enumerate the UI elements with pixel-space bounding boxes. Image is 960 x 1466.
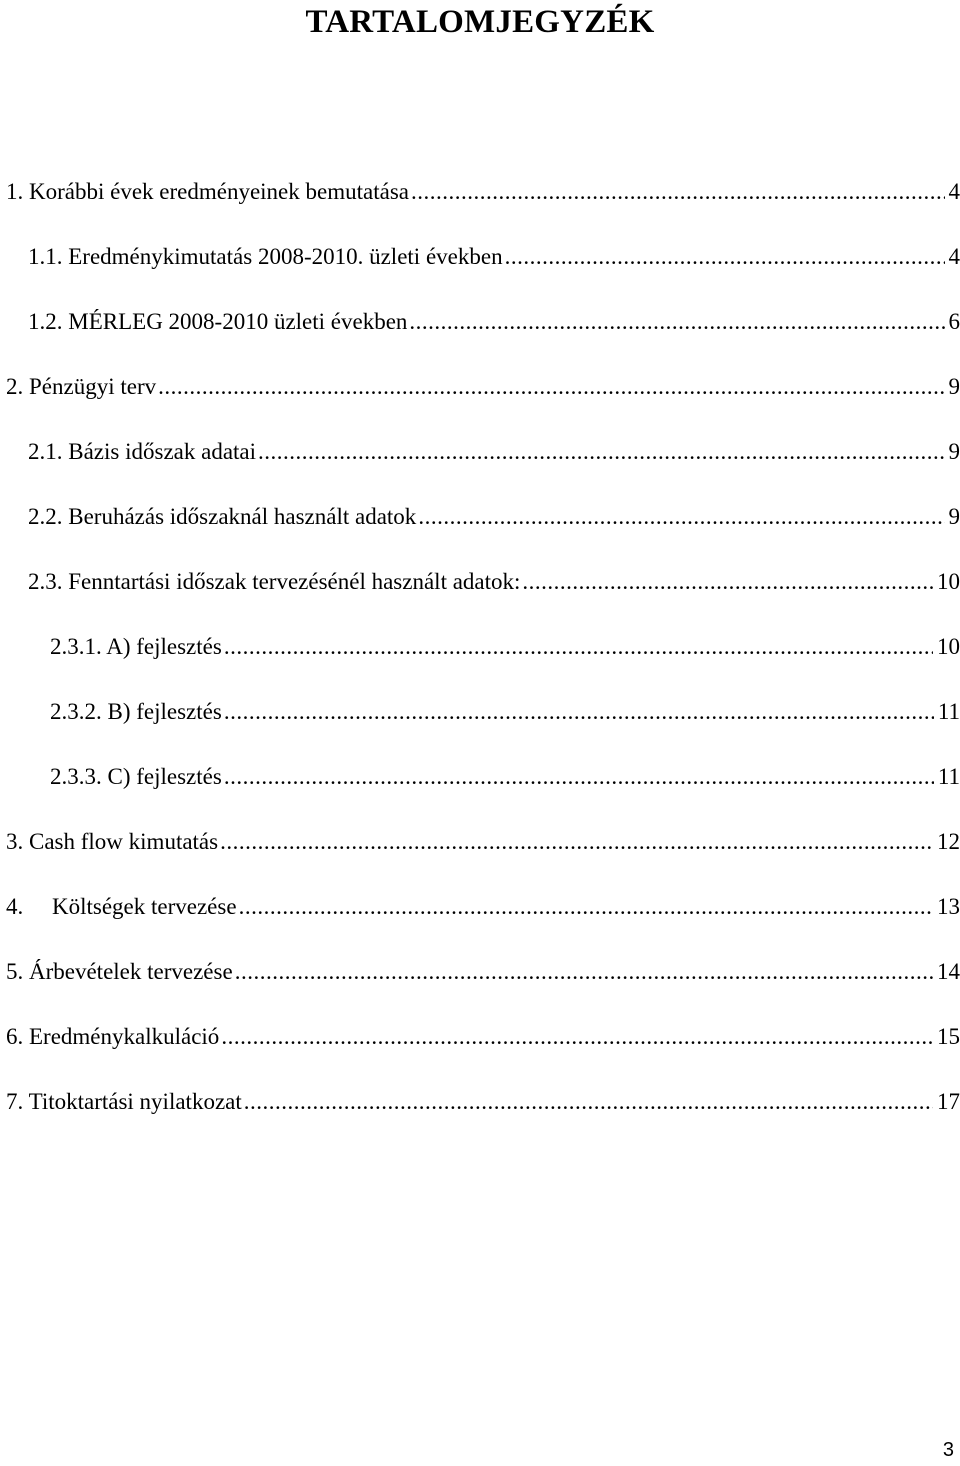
document-title: TARTALOMJEGYZÉK bbox=[305, 4, 655, 40]
toc-entry-number: 5. bbox=[6, 959, 24, 984]
toc-entry-2-3-1[interactable] bbox=[50, 629, 960, 665]
toc-entry-page: 11 bbox=[937, 699, 960, 724]
toc-entry-title: Korábbi évek eredményeinek bemutatása bbox=[29, 179, 409, 204]
toc-entry-2[interactable] bbox=[6, 369, 960, 405]
toc-entry-3[interactable] bbox=[6, 824, 960, 860]
toc-entry-number: 6. bbox=[6, 1024, 24, 1049]
toc-entry-label bbox=[6, 824, 218, 860]
toc-entry-page: 10 bbox=[937, 634, 960, 659]
toc-dot-leader bbox=[224, 629, 933, 665]
toc-entry-page: 9 bbox=[948, 504, 960, 529]
toc-entry-page: 4 bbox=[948, 244, 960, 269]
toc-dot-leader bbox=[258, 434, 944, 470]
toc-entry-label bbox=[28, 434, 256, 470]
toc-entry-2-3[interactable] bbox=[28, 564, 960, 600]
toc-dot-leader bbox=[409, 304, 944, 340]
toc-entry-number: 2.1. bbox=[28, 439, 63, 464]
toc-entry-page: 6 bbox=[948, 309, 960, 334]
toc-entry-number: 7. bbox=[6, 1089, 24, 1114]
toc-entry-title: Fenntartási időszak tervezésénél használt adatok: bbox=[68, 569, 521, 594]
toc-entry-title: Bázis időszak adatai bbox=[68, 439, 257, 464]
toc-entry-label bbox=[6, 174, 409, 210]
toc-entry-number: 1. bbox=[6, 179, 24, 204]
toc-entry-number: 2.3.2. bbox=[50, 699, 102, 724]
toc-entry-page: 4 bbox=[948, 179, 960, 204]
toc-entry-2-3-2[interactable] bbox=[50, 694, 960, 730]
toc-entry-5[interactable] bbox=[6, 954, 960, 990]
toc-entry-page: 12 bbox=[937, 829, 960, 854]
toc-dot-leader bbox=[224, 759, 934, 795]
toc-entry-2-1[interactable] bbox=[28, 434, 960, 470]
toc-dot-leader bbox=[239, 889, 933, 925]
toc-entry-number: 3. bbox=[6, 829, 24, 854]
toc-entry-number: 4. bbox=[6, 894, 24, 919]
toc-dot-leader bbox=[235, 954, 933, 990]
toc-dot-leader bbox=[244, 1084, 933, 1120]
toc-entry-label bbox=[28, 239, 503, 275]
toc-dot-leader bbox=[418, 499, 944, 535]
toc-entry-title: Titoktartási nyilatkozat bbox=[28, 1089, 242, 1114]
toc-entry-number: 2. bbox=[6, 374, 24, 399]
toc-entry-page: 13 bbox=[937, 894, 960, 919]
toc-dot-leader bbox=[411, 174, 945, 210]
toc-entry-1-2[interactable] bbox=[28, 304, 960, 340]
toc-entry-2-2[interactable] bbox=[28, 499, 960, 535]
toc-entry-title: Cash flow kimutatás bbox=[29, 829, 219, 854]
toc-entry-number: 2.3.3. bbox=[50, 764, 102, 789]
toc-entry-number: 2.2. bbox=[28, 504, 63, 529]
toc-entry-title: Beruházás időszaknál használt adatok bbox=[68, 504, 417, 529]
toc-entry-page: 17 bbox=[937, 1089, 960, 1114]
toc-dot-leader bbox=[158, 369, 944, 405]
toc-entry-title: MÉRLEG 2008-2010 üzleti években bbox=[68, 309, 408, 334]
toc-entry-label bbox=[50, 629, 222, 665]
page-number: 3 bbox=[942, 1439, 954, 1461]
toc-entry-2-3-3[interactable] bbox=[50, 759, 960, 795]
toc-entry-page: 10 bbox=[937, 569, 960, 594]
toc-dot-leader bbox=[505, 239, 945, 275]
toc-dot-leader bbox=[224, 694, 934, 730]
toc-dot-leader bbox=[522, 564, 933, 600]
toc-entry-label bbox=[50, 759, 222, 795]
toc-entry-label bbox=[6, 889, 237, 925]
toc-entry-label bbox=[28, 304, 407, 340]
toc-entry-page: 11 bbox=[937, 764, 960, 789]
toc-entry-label bbox=[28, 564, 520, 600]
toc-entry-1-1[interactable] bbox=[28, 239, 960, 275]
toc-dot-leader bbox=[221, 1019, 933, 1055]
toc-entry-number: 2.3. bbox=[28, 569, 63, 594]
toc-entry-title: Eredménykalkuláció bbox=[29, 1024, 220, 1049]
toc-entry-page: 15 bbox=[937, 1024, 960, 1049]
toc-entry-title: Eredménykimutatás 2008-2010. üzleti években bbox=[68, 244, 503, 269]
toc-entry-label bbox=[6, 369, 156, 405]
toc-entry-4[interactable] bbox=[6, 889, 960, 925]
toc-dot-leader bbox=[220, 824, 933, 860]
toc-entry-page: 9 bbox=[948, 439, 960, 464]
toc-entry-page: 9 bbox=[948, 374, 960, 399]
toc-entry-1[interactable] bbox=[6, 174, 960, 210]
toc-entry-title: Költségek tervezése bbox=[52, 894, 237, 919]
toc-entry-label bbox=[50, 694, 222, 730]
toc-entry-title: Pénzügyi terv bbox=[29, 374, 157, 399]
toc-entry-number: 1.1. bbox=[28, 244, 63, 269]
toc-entry-label bbox=[28, 499, 416, 535]
toc-entry-number: 2.3.1. bbox=[50, 634, 102, 659]
toc-entry-label bbox=[6, 954, 233, 990]
toc-entry-number: 1.2. bbox=[28, 309, 63, 334]
toc-entry-title: A) fejlesztés bbox=[106, 634, 222, 659]
toc-entry-label bbox=[6, 1019, 219, 1055]
toc-entry-page: 14 bbox=[937, 959, 960, 984]
toc-entry-7[interactable] bbox=[6, 1084, 960, 1120]
toc-entry-title: Árbevételek tervezése bbox=[29, 959, 233, 984]
toc-entry-6[interactable] bbox=[6, 1019, 960, 1055]
toc-entry-title: B) fejlesztés bbox=[107, 699, 222, 724]
toc-entry-label bbox=[6, 1084, 242, 1120]
toc-entry-title: C) fejlesztés bbox=[107, 764, 222, 789]
